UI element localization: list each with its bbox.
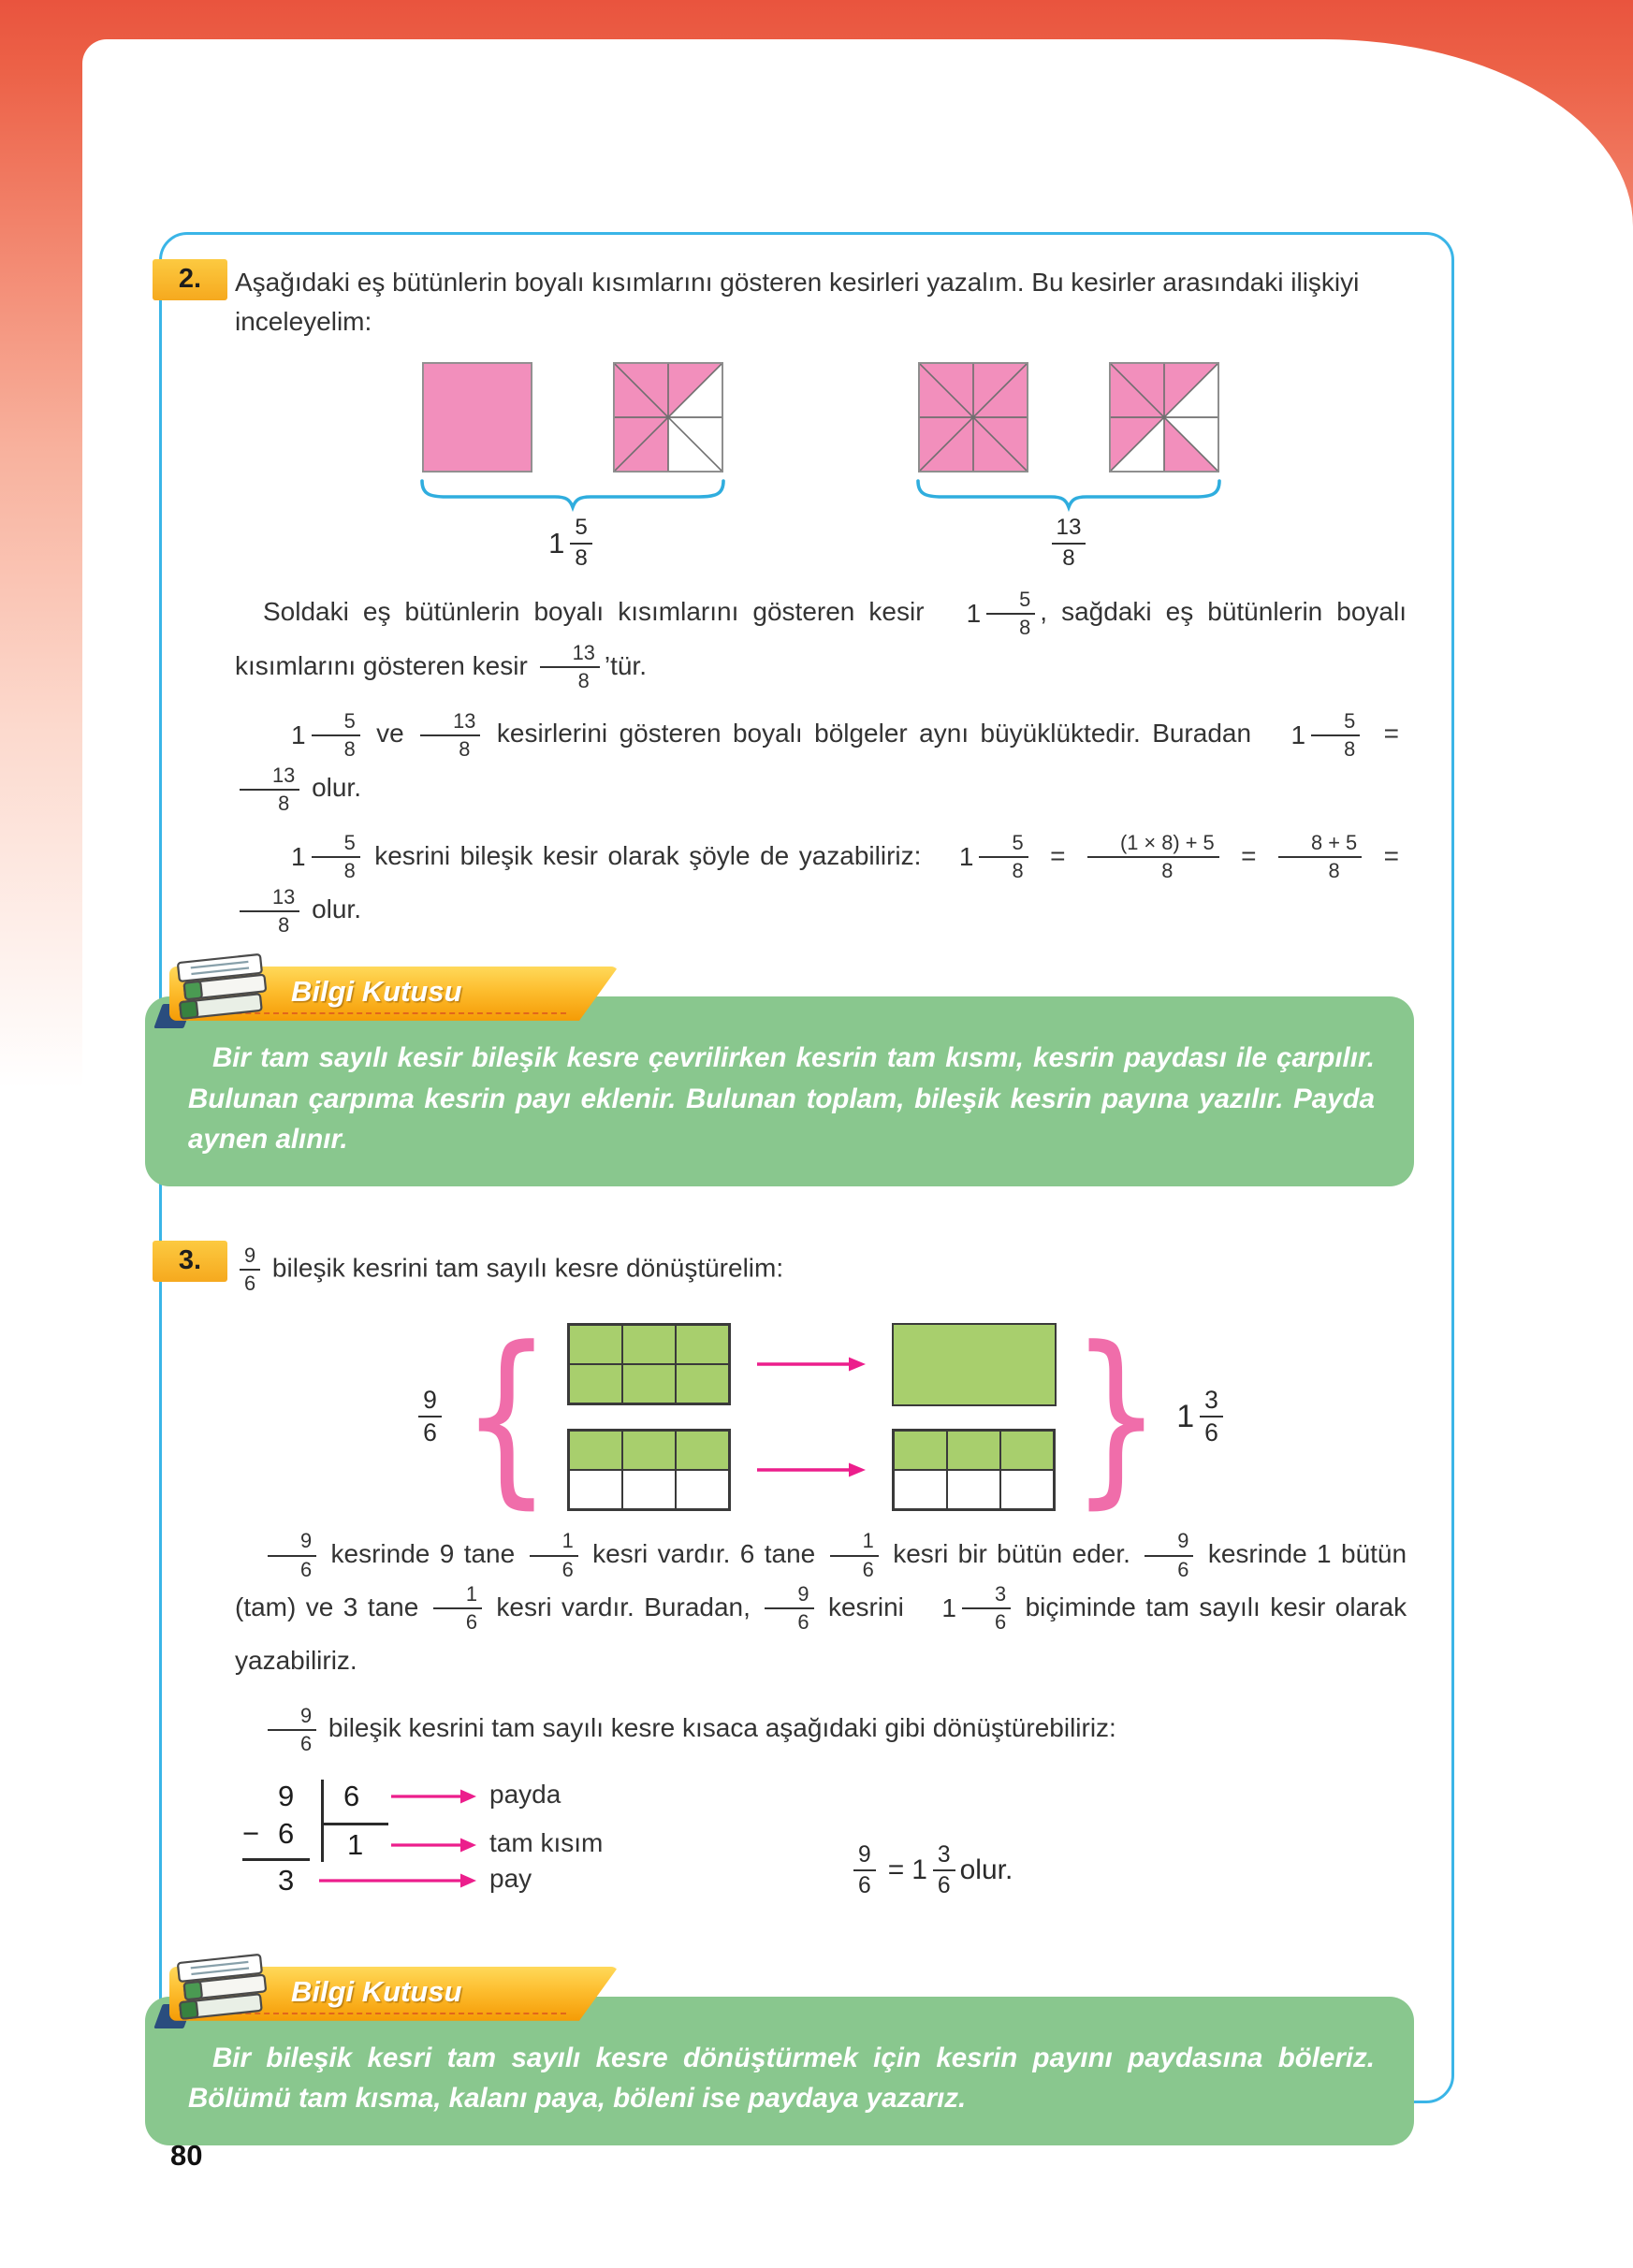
mixed-1-5-8: 1 5 8: [263, 831, 365, 883]
fraction-13-8: $\frac{13}{8}$: [540, 642, 600, 692]
conversion-equation: [849, 1804, 1013, 1937]
section-3-heading: [178, 1243, 1407, 1295]
dividend: 9: [278, 1779, 295, 1812]
divisor: 6: [343, 1779, 360, 1812]
remainder: 3: [278, 1863, 295, 1897]
section-2-heading: [178, 263, 1407, 342]
opening-brace: {: [460, 1306, 552, 1526]
infobox-title: Bilgi Kutusu: [291, 1974, 462, 2008]
grid-three-sixths-left: [567, 1429, 731, 1511]
item-number-3-tag: 3.: [153, 1241, 227, 1282]
underbrace-right: [914, 478, 1223, 512]
label-one-and-five-eighths: [548, 516, 597, 571]
minus-sign: −: [242, 1816, 260, 1850]
underbrace-left: [418, 478, 727, 512]
quotient-line: [321, 1823, 388, 1825]
fraction-13-8: $\frac{13}{8}$: [240, 886, 299, 937]
equals-sign: =: [1383, 719, 1400, 749]
fraction-figures: [235, 362, 1407, 571]
fraction-1-6: $\frac{1}{6}$: [530, 1530, 578, 1580]
equals-sign: =: [1383, 840, 1399, 870]
grid-rows: [567, 1323, 1057, 1511]
division-row: [235, 1776, 1407, 1937]
paragraph-a: Soldaki eş bütünlerin boyalı kısımlarını gösteren kesir 1 5 8 , sağdaki eş bütünlerin boyalı kısımlarını gösteren kesir $\frac{13}{8}$ ’tür.: [235, 587, 1407, 693]
quotient: 1: [347, 1827, 364, 1861]
arrow-payda-icon: [389, 1786, 478, 1807]
mixed-1-5-8: 1 5 8: [939, 588, 1041, 640]
arrow-tam-kisim-icon: [389, 1835, 478, 1855]
books-icon: [164, 1944, 278, 2032]
figure-left-pair: [418, 362, 727, 571]
arrow-pay-icon: [317, 1870, 478, 1891]
grid-three-sixths-right: [892, 1429, 1056, 1511]
fraction-1-6: $\frac{1}{6}$: [433, 1583, 482, 1634]
section-2-intro-text: Aşağıdaki eş bütünlerin boyalı kısımlarını gösteren kesirleri yazalım. Bu kesirler arasındaki ilişkiyi inceleyelim:: [235, 268, 1360, 336]
paragraph-e: $\frac{9}{6}$ bileşik kesrini tam sayılı kesre kısaca aşağıdaki gibi dönüştürebiliriz:: [235, 1702, 1407, 1755]
section-2: [178, 263, 1407, 937]
label-one-and-three-sixths: [1176, 1387, 1228, 1447]
page-number: 80: [170, 2139, 203, 2172]
infobox-title: Bilgi Kutusu: [291, 974, 462, 1008]
label-thirteen-eighths: [1047, 516, 1091, 571]
paragraph-b: 1 5 8 ve $\frac{13}{8}$ kesirlerini gösteren boyalı bölgeler aynı büyüklüktedir. Buradan 1 5 8 = $\frac{13}{8}$ olur.: [235, 707, 1407, 814]
mixed-1-5-8: 1 5 8: [263, 709, 365, 762]
subtrahend: 6: [278, 1816, 295, 1850]
fraction-9-6: $\frac{9}{6}$: [240, 1244, 260, 1295]
mixed-1-5-8: 1 5 8: [548, 516, 597, 571]
section-3-intro-text: bileşik kesrini tam sayılı kesre dönüştürelim:: [271, 1253, 784, 1283]
fraction-9-6: $\frac{9}{6}$: [268, 1705, 316, 1755]
fraction-13-8: $\frac{13}{8}$: [420, 710, 480, 761]
division-vertical-line: [321, 1780, 324, 1862]
fraction-9-6: $\frac{9}{6}$: [418, 1387, 442, 1447]
paragraph-c: 1 5 8 kesrini bileşik kesir olarak şöyle de yazabiliriz: 1 5 8 = $\frac{(1 \times 8) + 5}{8}$ = $\frac{8 + 5}{8}$ = $\frac{13}{8}$ olur.: [235, 830, 1407, 937]
fraction-9-6: $\frac{9}{6}$: [853, 1842, 876, 1898]
square-eight-eighths: [918, 362, 1028, 472]
fraction-expansion-a: $\frac{(1 \times 8) + 5}{8}$: [1087, 832, 1219, 882]
right-pair-squares: [918, 362, 1219, 472]
fraction-13-8: $\frac{13}{8}$: [1052, 516, 1086, 571]
label-tam-kisim: tam kısım: [489, 1827, 604, 1857]
square-one-whole: [422, 362, 532, 472]
fraction-1-6: $\frac{1}{6}$: [830, 1530, 879, 1580]
label-nine-sixths: [414, 1387, 446, 1447]
grid-row-bottom: [567, 1429, 1057, 1511]
equals-sign: =: [1050, 840, 1066, 870]
grid-row-top: [567, 1323, 1057, 1406]
square-five-eighths-2: [1109, 362, 1219, 472]
infobox-ribbon-2: [169, 1967, 619, 2021]
grid-six-sixths: [567, 1323, 731, 1405]
section-3: [178, 1243, 1407, 1937]
square-five-eighths: [613, 362, 723, 472]
long-division-diagram: [235, 1776, 759, 1937]
fraction-9-6: $\frac{9}{6}$: [1145, 1530, 1193, 1580]
fraction-9-6: $\frac{9}{6}$: [765, 1583, 813, 1634]
figure-right-pair: [914, 362, 1223, 571]
equals-sign: =: [1241, 840, 1257, 870]
left-pair-squares: [422, 362, 723, 472]
arrow-right-icon: [755, 1354, 868, 1374]
fraction-9-6: $\frac{9}{6}$: [268, 1530, 316, 1580]
fraction-expansion-b: $\frac{8 + 5}{8}$: [1278, 832, 1362, 882]
label-pay: pay: [489, 1863, 532, 1893]
equals-sign: =: [887, 1854, 905, 1885]
infobox-2-text: Bir bileşik kesri tam sayılı kesre dönüştürmek için kesrin payını paydasına böleriz. Bölümü tam kısma, kalanı paya, böleni ise paydaya yazarız.: [188, 2042, 1375, 2115]
label-payda: payda: [489, 1779, 561, 1809]
infobox-ribbon-1: [169, 967, 619, 1021]
subtraction-line: [242, 1858, 310, 1861]
mixed-1-5-8: 1 5 8: [1263, 709, 1365, 762]
books-icon: [164, 944, 278, 1032]
one-whole-rectangle: [892, 1323, 1057, 1406]
fraction-13-8: $\frac{13}{8}$: [240, 764, 299, 815]
closing-brace: }: [1071, 1306, 1162, 1526]
grid-conversion-diagram: [235, 1306, 1407, 1526]
info-box-1: [145, 974, 1414, 1186]
mixed-1-5-8: 1 5 8: [931, 831, 1033, 883]
mixed-1-3-6: 1 3 6: [911, 1842, 959, 1898]
equation-suffix: olur.: [959, 1854, 1013, 1885]
mixed-1-3-6: 1 3 6: [913, 1582, 1015, 1635]
arrow-right-icon: [755, 1460, 868, 1480]
paragraph-d: $\frac{9}{6}$ kesrinde 9 tane $\frac{1}{6}$ kesri vardır. 6 tane $\frac{1}{6}$ kesri bir bütün eder. $\frac{9}{6}$ kesrinde 1 bütün (tam) ve 3 tane $\frac{1}{6}$ kesri vardır. Buradan, $\frac{9}{6}$ kesrini 1 3 6 biçiminde tam sayılı kesir olarak yazabiliriz.: [235, 1529, 1407, 1676]
mixed-1-3-6: 1 3 6: [1176, 1387, 1228, 1447]
info-box-2: [145, 1974, 1414, 2145]
item-number-2-tag: 2.: [153, 259, 227, 300]
lesson-box: [159, 232, 1454, 2115]
infobox-1-text: Bir tam sayılı kesir bileşik kesre çevrilirken kesrin tam kısmı, kesrin paydası ile çarpılır. Bulunan çarpıma kesrin payı eklenir. Bulunan toplam, bileşik kesrin payına yazılır. Payda aynen alınır.: [188, 1041, 1375, 1156]
